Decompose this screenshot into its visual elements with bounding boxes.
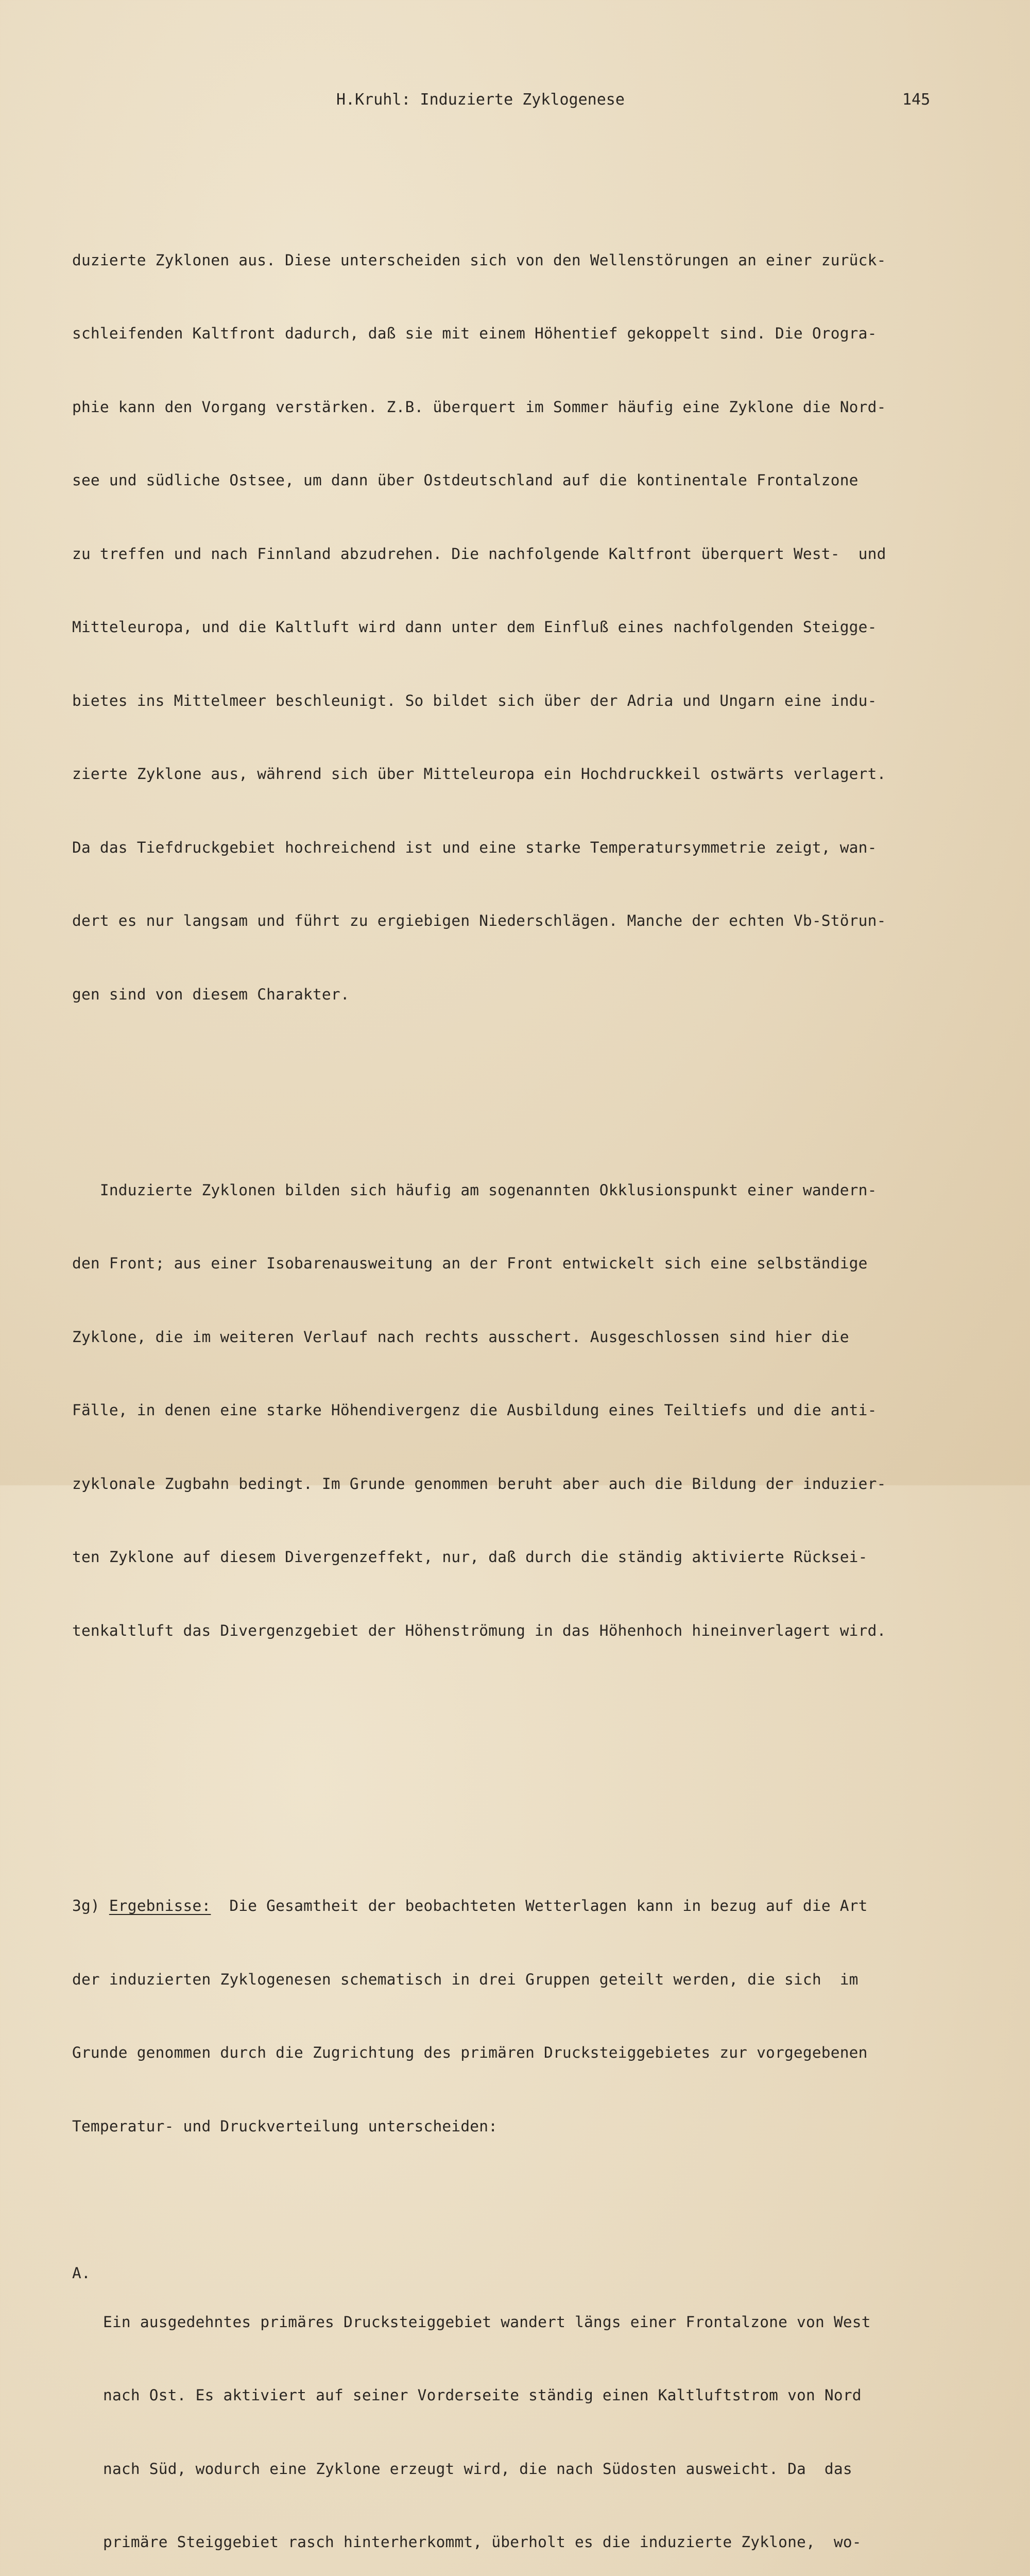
list-item-a (72, 2261, 958, 2576)
text-line: Zyklone, die im weiteren Verlauf nach rechts ausschert. Ausgeschlossen sind hier die (72, 1325, 958, 1350)
text-line: phie kann den Vorgang verstärken. Z.B. überquert im Sommer häufig eine Zyklone die Nord- (72, 395, 958, 420)
text-line: tenkaltluft das Divergenzgebiet der Höhenströmung in das Höhenhoch hineinverlagert wird. (72, 1619, 958, 1643)
section-3g-results (72, 1845, 958, 2188)
text-line: den Front; aus einer Isobarenausweitung an der Front entwickelt sich eine selbständige (72, 1251, 958, 1276)
page-number: 145 (902, 89, 930, 111)
text-line: Induzierte Zyklonen bilden sich häufig am sogenannten Okklusionspunkt einer wandern- (72, 1178, 958, 1203)
text-line: dert es nur langsam und führt zu ergiebigen Niederschlägen. Manche der echten Vb-Störun- (72, 909, 958, 934)
text-line: nach Ost. Es aktiviert auf seiner Vorderseite ständig einen Kaltluftstrom von Nord (103, 2383, 958, 2408)
text-line: duzierte Zyklonen aus. Diese unterscheiden sich von den Wellenstörungen an einer zurück- (72, 248, 958, 273)
text-line: Grunde genommen durch die Zugrichtung des primären Drucksteiggebietes zur vorgegebenen (72, 2041, 958, 2065)
text-line: Mitteleuropa, und die Kaltluft wird dann unter dem Einfluß eines nachfolgenden Steigge- (72, 615, 958, 640)
text-line: see und südliche Ostsee, um dann über Ostdeutschland auf die kontinentale Frontalzone (72, 468, 958, 493)
running-title: H.Kruhl: Induzierte Zyklogenese (336, 89, 625, 111)
text-line: Fälle, in denen eine starke Höhendivergenz die Ausbildung eines Teiltiefs und die anti- (72, 1398, 958, 1423)
text-fragment: Die Gesamtheit der beobachteten Wetterlagen kann in bezug auf die Art (211, 1897, 867, 1914)
list-label: A. (72, 2261, 103, 2576)
text-line (72, 1894, 958, 1919)
text-line: bietes ins Mittelmeer beschleunigt. So bildet sich über der Adria und Ungarn eine indu- (72, 689, 958, 714)
text-line: Da das Tiefdruckgebiet hochreichend ist und eine starke Temperatursymmetrie zeigt, wan- (72, 836, 958, 860)
text-line: ten Zyklone auf diesem Divergenzeffekt, nur, daß durch die ständig aktivierte Rücksei- (72, 1545, 958, 1570)
page-body (72, 126, 958, 2576)
text-line: Ein ausgedehntes primäres Drucksteiggebiet wandert längs einer Frontalzone von West (103, 2310, 958, 2335)
text-line: zierte Zyklone aus, während sich über Mitteleuropa ein Hochdruckkeil ostwärts verlagert. (72, 762, 958, 787)
text-line: gen sind von diesem Charakter. (72, 982, 958, 1007)
text-line: Temperatur- und Druckverteilung unterscheiden: (72, 2114, 958, 2139)
text-line: zyklonale Zugbahn bedingt. Im Grunde genommen beruht aber auch die Bildung der induzier- (72, 1472, 958, 1497)
section-label: 3g) (72, 1897, 109, 1914)
text-line: zu treffen und nach Finnland abzudrehen. Die nachfolgende Kaltfront überquert West- und (72, 542, 958, 567)
text-line: der induzierten Zyklogenesen schematisch in drei Gruppen geteilt werden, die sich im (72, 1968, 958, 1992)
list-text (103, 2261, 958, 2576)
running-header (0, 89, 1030, 111)
paragraph-continuation (72, 199, 958, 1056)
paragraph-induced-cyclones (72, 1129, 958, 1692)
text-line: schleifenden Kaltfront dadurch, daß sie mit einem Höhentief gekoppelt sind. Die Orogra- (72, 321, 958, 346)
section-heading: Ergebnisse: (109, 1897, 211, 1914)
text-line: primäre Steiggebiet rasch hinterherkommt, überholt es die induzierte Zyklone, wo- (103, 2530, 958, 2555)
text-line: nach Süd, wodurch eine Zyklone erzeugt wird, die nach Südosten ausweicht. Da das (103, 2457, 958, 2482)
